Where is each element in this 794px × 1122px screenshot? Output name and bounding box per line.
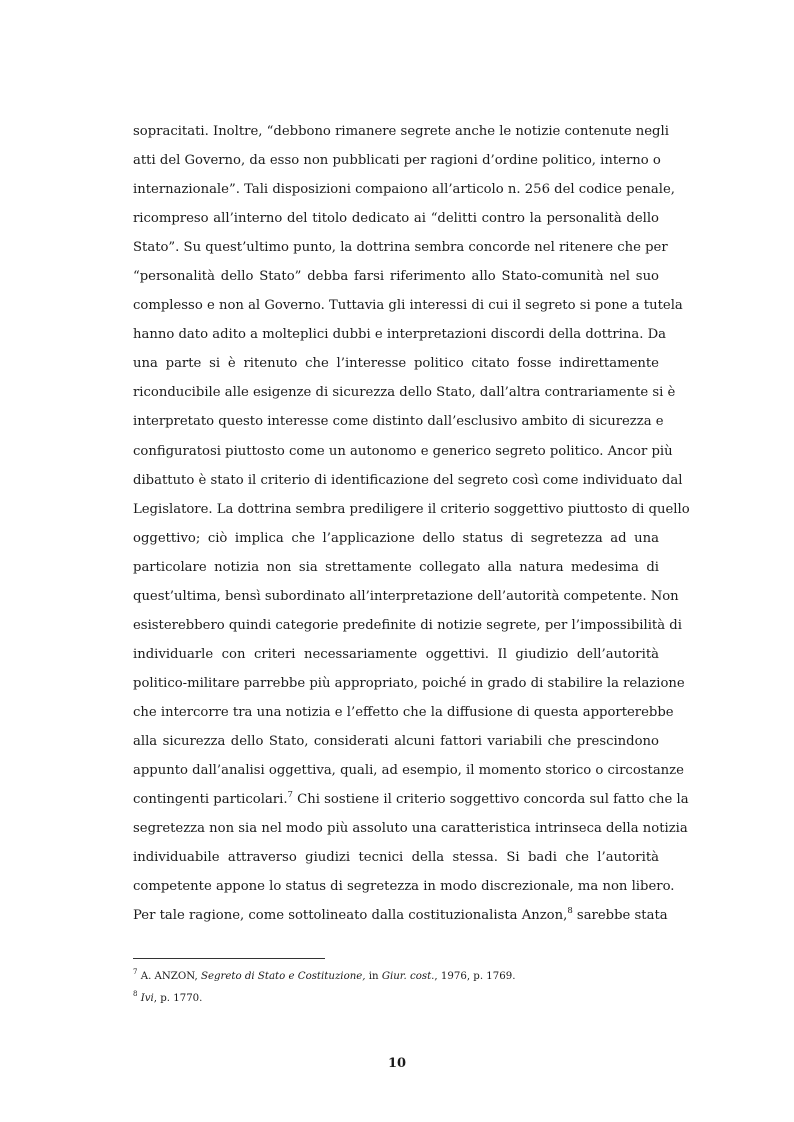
text-line <box>133 901 668 930</box>
text-line: segretezza non sia nel modo più assoluto una caratteristica intrinseca della notizia <box>133 821 688 837</box>
footnote <box>133 988 659 1010</box>
text-line: complesso e non al Governo. Tuttavia gli interessi di cui il segreto si pone a tutela <box>133 298 683 314</box>
text-line: oggettivo; ciò implica che l’applicazione dello status di segretezza ad una <box>133 530 659 546</box>
text-line: una parte si è ritenuto che l’interesse politico citato fosse indirettamente <box>133 356 659 372</box>
text-line: Legislatore. La dottrina sembra prediligere il criterio soggettivo piuttosto di quello <box>133 501 690 517</box>
text-line: appunto dall’analisi oggettiva, quali, ad esempio, il momento storico o circostanze <box>133 763 684 779</box>
text-line: dibattuto è stato il criterio di identificazione del segreto così come individuato dal <box>133 472 683 488</box>
footnote-reference[interactable]: 7 <box>287 790 293 801</box>
footnote-title: Segreto di Stato e Costituzione, <box>200 971 366 982</box>
footnote-text: , p. 1770. <box>153 993 203 1004</box>
text-line: individuabile attraverso giudizi tecnici della stessa. Si badi che l’autorità <box>133 850 659 866</box>
text-span: Per tale ragione, come sottolineato dalla costituzionalista Anzon, <box>133 908 568 924</box>
text-line: ricompreso all’interno del titolo dedicato ai “delitti contro la personalità dello <box>133 211 659 227</box>
text-line: configuratosi piuttosto come un autonomo e generico segreto politico. Ancor più <box>133 443 673 459</box>
text-line: quest’ultima, bensì subordinato all’interpretazione dell’autorità competente. Non <box>133 588 679 604</box>
body-text <box>133 117 690 930</box>
text-span: contingenti particolari. <box>133 792 288 808</box>
footnote-text: A. ANZON, <box>137 971 201 982</box>
text-line: “personalità dello Stato” debba farsi riferimento allo Stato-comunità nel suo <box>133 269 659 285</box>
footnote-title: Ivi <box>140 993 154 1004</box>
footnote-journal: Giur. cost. <box>381 971 435 982</box>
text-line <box>133 785 689 814</box>
text-span: sarebbe stata <box>572 908 668 924</box>
text-line: individuarle con criteri necessariamente oggettivi. Il giudizio dell’autorità <box>133 646 659 662</box>
text-line: riconducibile alle esigenze di sicurezza dello Stato, dall’altra contrariamente si è <box>133 385 676 401</box>
text-line: politico-militare parrebbe più appropriato, poiché in grado di stabilire la relazione <box>133 675 685 691</box>
text-line: particolare notizia non sia strettamente collegato alla natura medesima di <box>133 559 659 575</box>
footnote <box>133 966 659 988</box>
text-line: interpretato questo interesse come distinto dall’esclusivo ambito di sicurezza e <box>133 414 664 430</box>
footnote-text: in <box>365 971 382 982</box>
footnote-number: 8 <box>133 990 138 998</box>
text-span: Chi sostiene il criterio soggettivo concorda sul fatto che la <box>292 792 689 808</box>
page-number: 10 <box>387 1056 407 1071</box>
footnotes <box>133 966 659 1010</box>
text-line: sopracitati. Inoltre, “debbono rimanere segrete anche le notizie contenute negli <box>133 124 669 139</box>
footnote-separator <box>133 958 325 959</box>
text-line: che intercorre tra una notizia e l’effetto che la diffusione di questa apporterebbe <box>133 704 674 720</box>
text-line: esisterebbero quindi categorie predefinite di notizie segrete, per l’impossibilità di <box>133 617 682 633</box>
text-line: alla sicurezza dello Stato, considerati alcuni fattori variabili che prescindono <box>133 733 659 749</box>
text-line: atti del Governo, da esso non pubblicati per ragioni d’ordine politico, interno o <box>133 153 661 169</box>
footnote-reference[interactable]: 8 <box>567 906 573 917</box>
text-line: competente appone lo status di segretezza in modo discrezionale, ma non libero. <box>133 879 675 895</box>
text-line: internazionale”. Tali disposizioni compaiono all’articolo n. 256 del codice penale, <box>133 182 675 198</box>
text-line: hanno dato adito a molteplici dubbi e interpretazioni discordi della dottrina. Da <box>133 327 667 343</box>
text-line: Stato”. Su quest’ultimo punto, la dottrina sembra concorde nel ritenere che per <box>133 240 668 256</box>
footnote-number: 7 <box>133 968 138 976</box>
footnote-text: , 1976, p. 1769. <box>434 971 516 982</box>
